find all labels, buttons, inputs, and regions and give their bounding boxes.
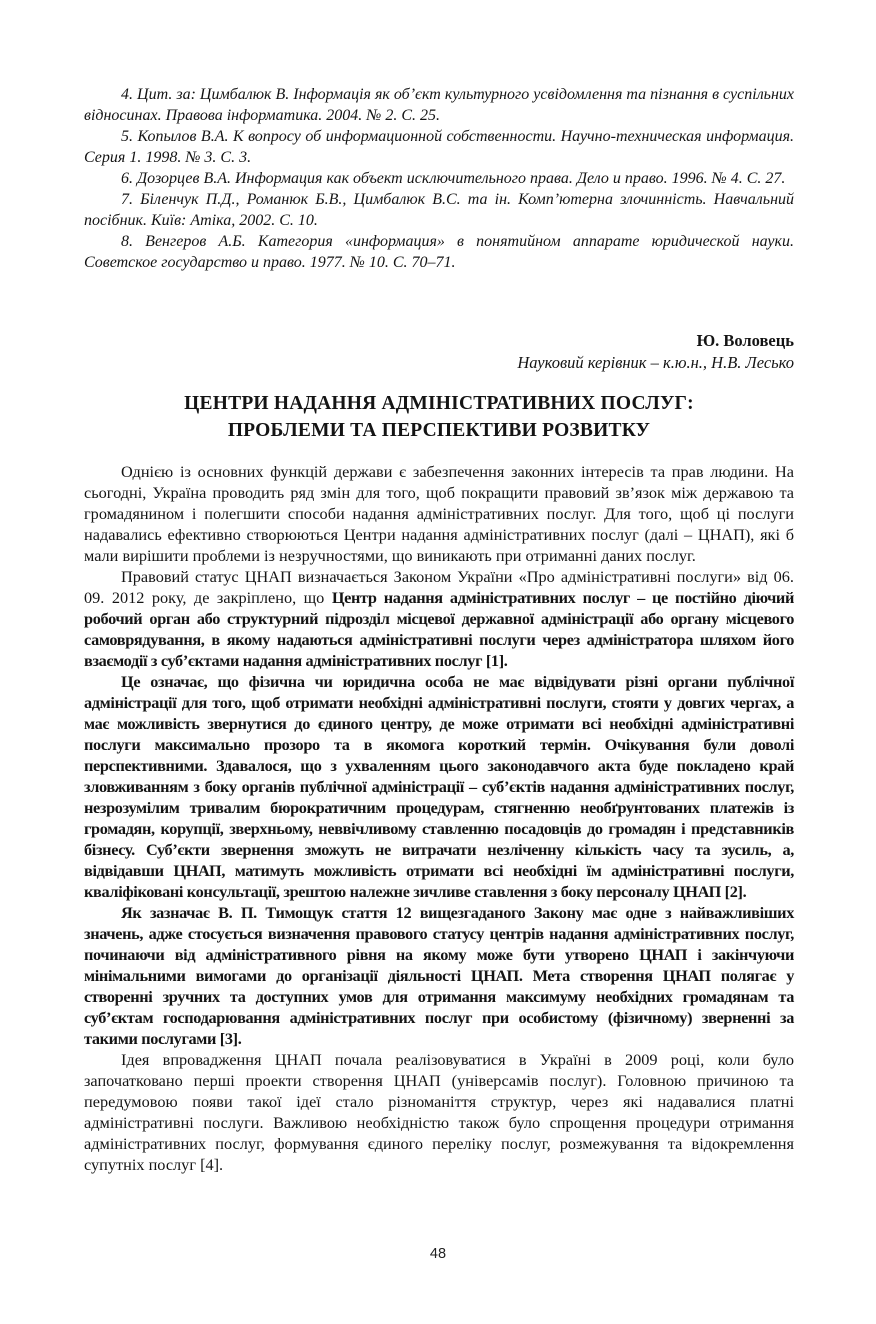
body-paragraph-1: Однією із основних функцій держави є забезпечення законних інтересів та прав людини. На сьогодні, Україна проводить ряд змін для того, щоб покращити правовий зв’язок між державою та громадянином і полегшити способи надання адміністративних послуг. Для того, щоб ці послуги надавались ефективно створюються Центри надання адміністративних послуг (далі – ЦНАП), які б мали вирішити проблеми із незручностями, що виникають при отриманні даних послуг.: [84, 462, 794, 565]
references-section: [84, 84, 794, 273]
supervisor-line: Науковий керівник – к.ю.н., Н.В. Лесько: [517, 353, 794, 372]
body-paragraph-5: Ідея впровадження ЦНАП почала реалізовуватися в Україні в 2009 році, коли було започатковано перші проекти створення ЦНАП (універсамів послуг). Головною причиною та передумовою появи такої ідеї стало різноманіття структур, через які надавалися платні адміністративні послуги. Важливою необхідністю також було спрощення процедури отримання адміністративних послуг, формування єдиного переліку послуг, розмежування та відокремлення супутніх послуг [4].: [84, 1050, 794, 1174]
reference-item-4: 4. Цит. за: Цимбалюк В. Інформація як об’єкт культурного усвідомлення та пізнання в суспільних відносинах. Правова інформатика. 2004. № 2. С. 25.: [84, 86, 794, 124]
author-name: Ю. Воловець: [696, 331, 794, 350]
body-paragraph-2-lead: Правовий статус ЦНАП визначається Законом України «Про адміністративні послуги» від 06. 09. 2012 року, де закріплено, що: [84, 567, 794, 607]
article-title: [84, 390, 794, 444]
article-body: [84, 461, 794, 1175]
byline: [84, 330, 794, 374]
page-number: 48: [429, 1246, 447, 1262]
reference-item-7: 7. Біленчук П.Д., Романюк Б.В., Цимбалюк В.С. та ін. Комп’ютерна злочинність. Навчальний посібник. Київ: Атіка, 2002. С. 10.: [84, 191, 794, 229]
body-paragraph-4: Як зазначає В. П. Тимощук стаття 12 вищезгаданого Закону має одне з найважливіших значень, адже стосується визначення правового статусу центрів надання адміністративних послуг, починаючи від адміністративного рівня на якому може бути утворено ЦНАП і закінчуючи мінімальними вимогами до організації діяльності ЦНАП. Мета створення ЦНАП полягає у створенні зручних та доступних умов для отримання максимуму необхідних громадянам та суб’єктам господарювання адміністративних послуг при особистому (фізичному) зверненні за такими послугами [3].: [84, 903, 794, 1048]
article-title-line2: ПРОБЛЕМИ ТА ПЕРСПЕКТИВИ РОЗВИТКУ: [227, 420, 651, 441]
body-paragraph-2: [84, 566, 794, 671]
reference-item-6: 6. Дозорцев В.А. Информация как объект исключительного права. Дело и право. 1996. № 4. С. 27.: [121, 170, 786, 187]
body-paragraph-2-definition: Центр надання адміністративних послуг – це постійно діючий робочий орган або структурний підрозділ місцевої державної адміністрації або органу місцевого самоврядування, в якому надаються адміністративні послуги через адміністратора шляхом його взаємодії з суб’єктами надання адміністративних послуг [1].: [84, 588, 794, 670]
reference-item-5: 5. Копылов В.А. К вопросу об информационной собственности. Научно-техническая информация. Серия 1. 1998. № 3. С. 3.: [84, 128, 794, 166]
article-title-line1: ЦЕНТРИ НАДАННЯ АДМІНІСТРАТИВНИХ ПОСЛУГ:: [184, 393, 694, 414]
body-paragraph-3: Це означає, що фізична чи юридична особа не має відвідувати різні органи публічної адміністрації для того, щоб отримати необхідні адміністративні послуги, стояти у довгих чергах, а має можливість звернутися до єдиного центру, де може отримати всі необхідні адміністративні послуги максимально прозоро та в якомога короткий термін. Очікування були доволі перспективними. Здавалося, що з ухваленням цього законодавчого акта буде покладено край зловживанням з боку органів публічної адміністрації – суб’єктів надання адміністративних послуг, незрозумілим тривалим бюрократичним процедурам, стягненню необґрунтованих платежів із громадян, корупції, зверхньому, неввічливому ставленню посадовців до громадян і представників бізнесу. Суб’єкти звернення зможуть не витрачати незліченну кількість часу та зусиль, а, відвідавши ЦНАП, матимуть можливість отримати всі необхідні їм адміністративні послуги, кваліфіковані консультації, зрештою належне зичливе ставлення з боку персоналу ЦНАП [2].: [84, 672, 794, 901]
reference-item-8: 8. Венгеров А.Б. Категория «информация» в понятийном аппарате юридической науки. Советское государство и право. 1977. № 10. С. 70–71.: [84, 233, 794, 271]
